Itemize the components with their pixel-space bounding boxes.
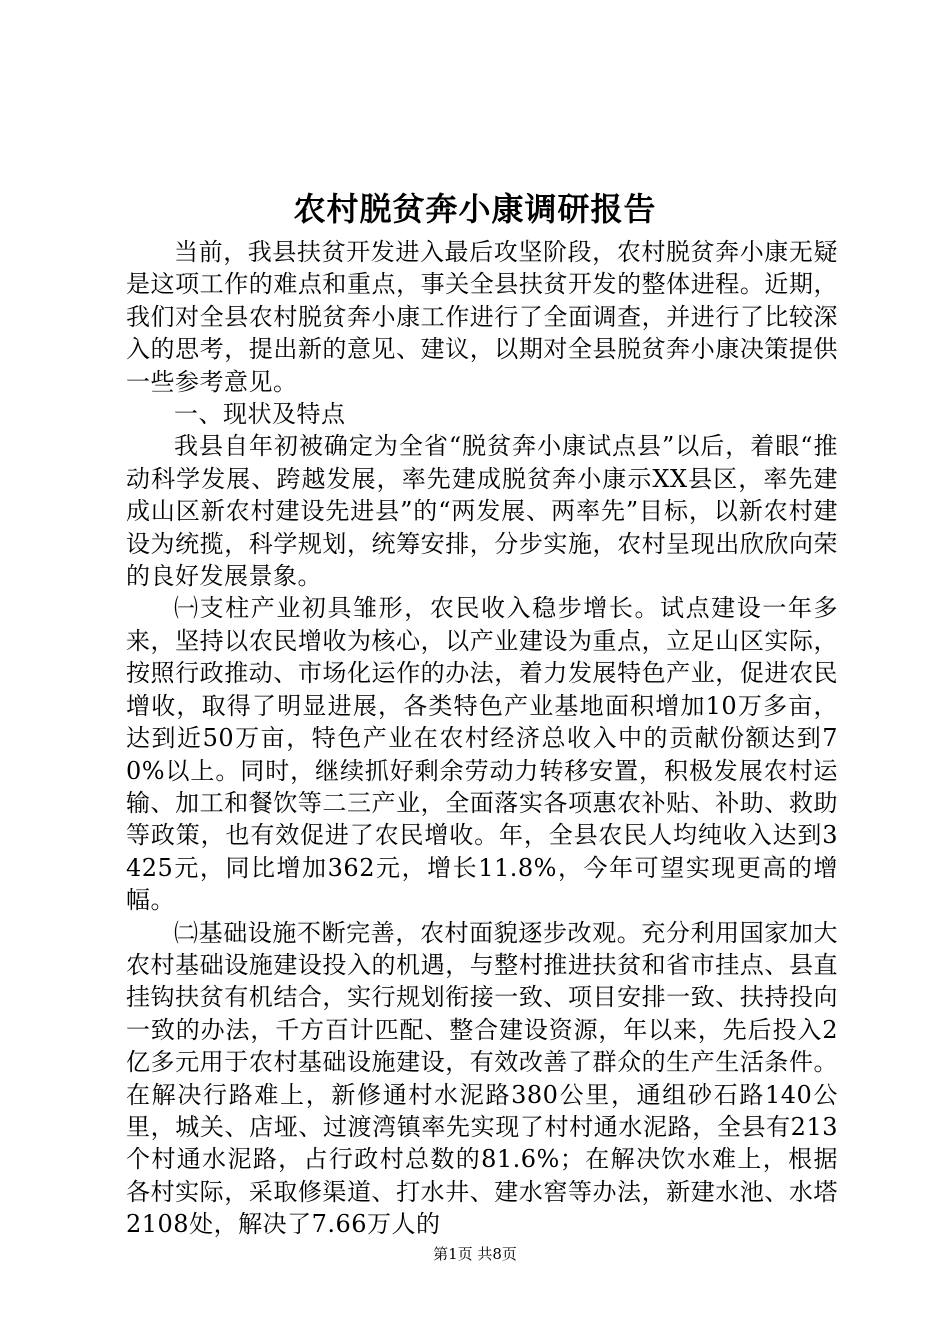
paragraph-infrastructure: ㈡基础设施不断完善，农村面貌逐步改观。充分利用国家加大农村基础设施建设投入的机遇，与整村推进扶贫和省市挂点、县直挂钩扶贫有机结合，实行规划衔接一致、项目安排一致、扶持投向一致的办法，千方百计匹配、整合建设资源，年以来，先后投入2亿多元用于农村基础设施建设，有效改善了群众的生产生活条件。在解决行路难上，新修通村水泥路380公里，通组砂石路140公里，城关、店垭、过渡湾镇率先实现了村村通水泥路，全县有213个村通水泥路，占行政村总数的81.6%；在解决饮水难上，根据各村实际，采取修渠道、打水井、建水窖等办法，新建水池、水塔2108处，解决了7.66万人的 (126, 918, 838, 1239)
section-heading-status: 一、现状及特点 (174, 400, 346, 429)
paragraph-intro: 当前，我县扶贫开发进入最后攻坚阶段，农村脱贫奔小康无疑是这项工作的难点和重点，事关全县扶贫开发的整体进程。近期，我们对全县农村脱贫奔小康工作进行了全面调查，并进行了比较深入的思考，提出新的意见、建议，以期对全县脱贫奔小康决策提供一些参考意见。 (126, 238, 838, 396)
page-footer: 第1页 共8页 (433, 1245, 517, 1263)
paragraph-industry: ㈠支柱产业初具雏形，农民收入稳步增长。试点建设一年多来，坚持以农民增收为核心，以产业建设为重点，立足山区实际，按照行政推动、市场化运作的办法，着力发展特色产业，促进农民增收，取得了明显进展，各类特色产业基地面积增加10万多亩，达到近50万亩，特色产业在农村经济总收入中的贡献份额达到70%以上。同时，继续抓好剩余劳动力转移安置，积极发展农村运输、加工和餐饮等二三产业，全面落实各项惠农补贴、补助、救助等政策，也有效促进了农民增收。年，全县农民人均纯收入达到3425元，同比增加362元，增长11.8%，今年可望实现更高的增幅。 (126, 594, 838, 915)
document-title: 农村脱贫奔小康调研报告 (293, 190, 657, 228)
document-body (126, 236, 838, 1241)
paragraph-overview: 我县自年初被确定为全省“脱贫奔小康试点县”以后，着眼“推动科学发展、跨越发展，率先建成脱贫奔小康示XX县区，率先建成山区新农村建设先进县”的“两发展、两率先”目标，以新农村建设为统揽，科学规划，统筹安排，分步实施，农村呈现出欣欣向荣的良好发展景象。 (126, 432, 838, 591)
